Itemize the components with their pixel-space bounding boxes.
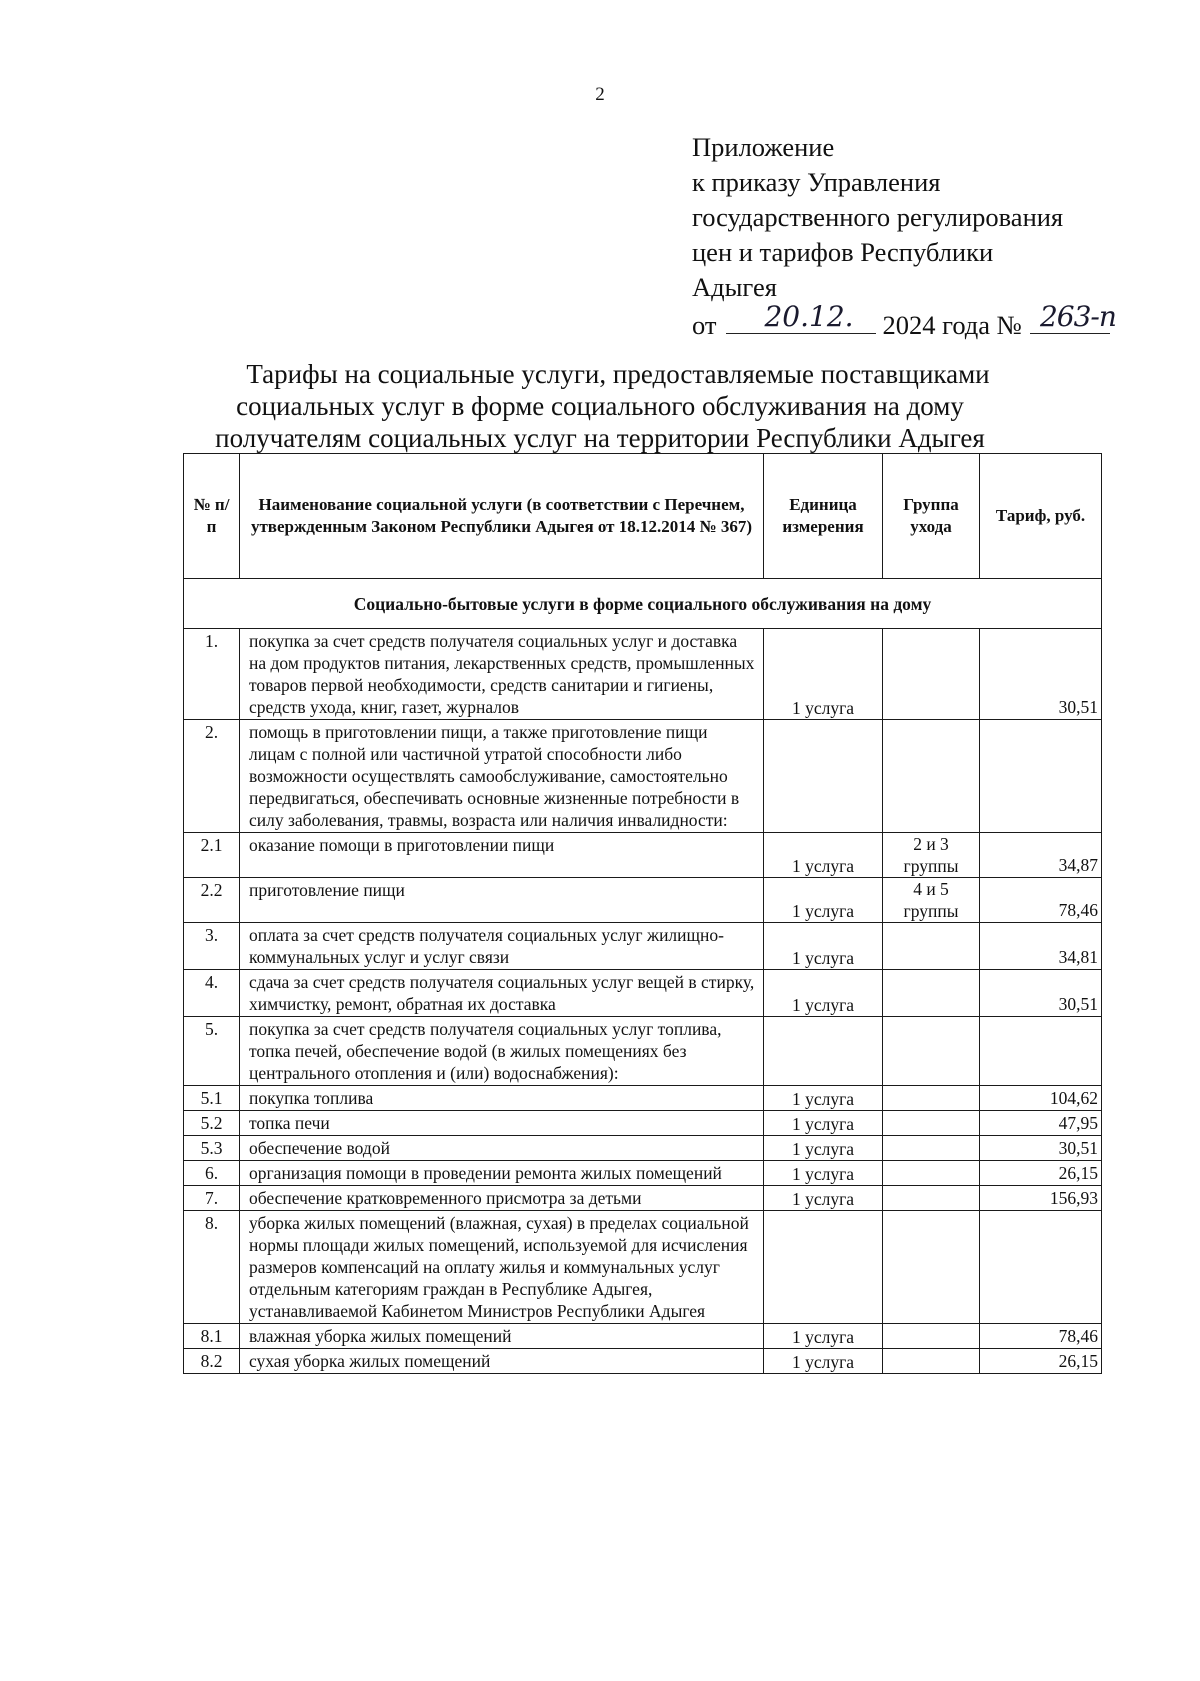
table-row [184, 1324, 1102, 1349]
table-row [184, 1186, 1102, 1211]
table-row [184, 923, 1102, 970]
appendix-line: Приложение [692, 132, 835, 162]
cell-num: 3. [184, 923, 240, 970]
appendix-line: к приказу Управления [692, 167, 941, 197]
cell-num: 5.2 [184, 1111, 240, 1136]
handwritten-date: 20.12. [764, 300, 854, 333]
cell-num: 2.2 [184, 878, 240, 923]
table-row [184, 1211, 1102, 1324]
tariffs-table [183, 453, 1102, 1374]
cell-num: 8.2 [184, 1349, 240, 1374]
cell-tariff: 30,51 [980, 970, 1102, 1017]
cell-group [883, 923, 980, 970]
cell-tariff [980, 1211, 1102, 1324]
cell-name: уборка жилых помещений (влажная, сухая) в пределах социальной нормы площади жилых помещений, используемой для исчисления размеров компенсаций на оплату жилья и коммунальных услуг отдельным категориям граждан в Республике Адыгея, устанавливаемой Кабинетом Министров Республики Адыгея [240, 1211, 764, 1324]
appendix-line: Адыгея [692, 272, 777, 302]
handwritten-order-number: 263-п [1039, 300, 1116, 333]
appendix-header [692, 130, 1116, 343]
cell-name: помощь в приготовлении пищи, а также приготовление пищи лицам с полной или частичной утратой способности либо возможности осуществлять самообслуживание, самостоятельно передвигаться, обеспечивать основные жизненные потребности в силу заболевания, травмы, возраста или наличия инвалидности: [240, 720, 764, 833]
cell-unit: 1 услуга [764, 878, 883, 923]
cell-unit [764, 1211, 883, 1324]
cell-tariff: 156,93 [980, 1186, 1102, 1211]
cell-name: покупка за счет средств получателя социальных услуг и доставка на дом продуктов питания, лекарственных средств, промышленных товаров первой необходимости, средств санитарии и гигиены, средств ухода, книг, газет, журналов [240, 629, 764, 720]
table-row [184, 1161, 1102, 1186]
cell-num: 8.1 [184, 1324, 240, 1349]
cell-num: 4. [184, 970, 240, 1017]
table-row [184, 970, 1102, 1017]
cell-unit: 1 услуга [764, 1161, 883, 1186]
page-number: 2 [595, 84, 605, 105]
header-num: № п/п [184, 454, 240, 579]
table-row [184, 1017, 1102, 1086]
cell-tariff: 30,51 [980, 629, 1102, 720]
cell-unit: 1 услуга [764, 970, 883, 1017]
cell-tariff [980, 1017, 1102, 1086]
cell-group [883, 1086, 980, 1111]
header-name: Наименование социальной услуги (в соответствии с Перечнем, утвержденным Законом Республики Адыгея от 18.12.2014 № 367) [240, 454, 764, 579]
number-blank [1030, 300, 1116, 334]
cell-tariff: 78,46 [980, 1324, 1102, 1349]
cell-tariff: 47,95 [980, 1111, 1102, 1136]
cell-group [883, 1136, 980, 1161]
cell-group [883, 1349, 980, 1374]
document-title [0, 358, 1200, 454]
date-blank [726, 300, 876, 334]
title-line: социальных услуг в форме социального обслуживания на дому [236, 391, 964, 421]
cell-group [883, 1211, 980, 1324]
appendix-line: государственного регулирования [692, 202, 1064, 232]
date-prefix: от [692, 310, 717, 340]
cell-name: оплата за счет средств получателя социальных услуг жилищно- коммунальных услуг и услуг связи [240, 923, 764, 970]
section-row [184, 579, 1102, 629]
table-header-row [184, 454, 1102, 579]
cell-unit: 1 услуга [764, 1349, 883, 1374]
cell-group [883, 629, 980, 720]
cell-name: покупка за счет средств получателя социальных услуг топлива, топка печей, обеспечение водой (в жилых помещениях без центрального отопления и (или) водоснабжения): [240, 1017, 764, 1086]
year-text: 2024 года № [882, 310, 1022, 340]
cell-tariff: 78,46 [980, 878, 1102, 923]
cell-num: 5.1 [184, 1086, 240, 1111]
cell-group [883, 1324, 980, 1349]
order-date-line [692, 300, 1116, 343]
cell-name: покупка топлива [240, 1086, 764, 1111]
title-line: получателям социальных услуг на территории Республики Адыгея [215, 423, 985, 453]
cell-num: 6. [184, 1161, 240, 1186]
cell-name: обеспечение водой [240, 1136, 764, 1161]
cell-group [883, 970, 980, 1017]
header-group: Группа ухода [883, 454, 980, 579]
cell-unit: 1 услуга [764, 1086, 883, 1111]
table-row [184, 878, 1102, 923]
cell-num: 7. [184, 1186, 240, 1211]
cell-group [883, 720, 980, 833]
cell-name: топка печи [240, 1111, 764, 1136]
cell-tariff: 104,62 [980, 1086, 1102, 1111]
cell-tariff [980, 720, 1102, 833]
table-row [184, 1136, 1102, 1161]
cell-group [883, 1017, 980, 1086]
cell-name: сухая уборка жилых помещений [240, 1349, 764, 1374]
cell-group: 4 и 5 группы [883, 878, 980, 923]
cell-num: 5. [184, 1017, 240, 1086]
cell-tariff: 26,15 [980, 1161, 1102, 1186]
table-row [184, 833, 1102, 878]
cell-tariff: 34,87 [980, 833, 1102, 878]
cell-unit: 1 услуга [764, 923, 883, 970]
cell-name: обеспечение кратковременного присмотра за детьми [240, 1186, 764, 1211]
cell-name: приготовление пищи [240, 878, 764, 923]
cell-group [883, 1186, 980, 1211]
header-unit: Единица измерения [764, 454, 883, 579]
cell-name: влажная уборка жилых помещений [240, 1324, 764, 1349]
table-row [184, 1086, 1102, 1111]
cell-num: 8. [184, 1211, 240, 1324]
cell-group [883, 1161, 980, 1186]
appendix-line: цен и тарифов Республики [692, 237, 994, 267]
cell-unit: 1 услуга [764, 1186, 883, 1211]
table-row [184, 629, 1102, 720]
cell-name: организация помощи в проведении ремонта жилых помещений [240, 1161, 764, 1186]
cell-unit [764, 720, 883, 833]
cell-unit: 1 услуга [764, 1324, 883, 1349]
cell-tariff: 26,15 [980, 1349, 1102, 1374]
table-row [184, 1349, 1102, 1374]
title-line: Тарифы на социальные услуги, предоставляемые поставщиками [246, 359, 990, 389]
cell-unit: 1 услуга [764, 629, 883, 720]
cell-name: сдача за счет средств получателя социальных услуг вещей в стирку, химчистку, ремонт, обратная их доставка [240, 970, 764, 1017]
cell-unit: 1 услуга [764, 1136, 883, 1161]
table-row [184, 720, 1102, 833]
cell-name: оказание помощи в приготовлении пищи [240, 833, 764, 878]
cell-unit [764, 1017, 883, 1086]
table-row [184, 1111, 1102, 1136]
cell-num: 1. [184, 629, 240, 720]
cell-tariff: 30,51 [980, 1136, 1102, 1161]
cell-unit: 1 услуга [764, 1111, 883, 1136]
cell-unit: 1 услуга [764, 833, 883, 878]
cell-num: 5.3 [184, 1136, 240, 1161]
cell-num: 2. [184, 720, 240, 833]
cell-group: 2 и 3 группы [883, 833, 980, 878]
cell-group [883, 1111, 980, 1136]
cell-tariff: 34,81 [980, 923, 1102, 970]
header-tariff: Тариф, руб. [980, 454, 1102, 579]
cell-num: 2.1 [184, 833, 240, 878]
section-title: Социально-бытовые услуги в форме социального обслуживания на дому [184, 579, 1102, 629]
